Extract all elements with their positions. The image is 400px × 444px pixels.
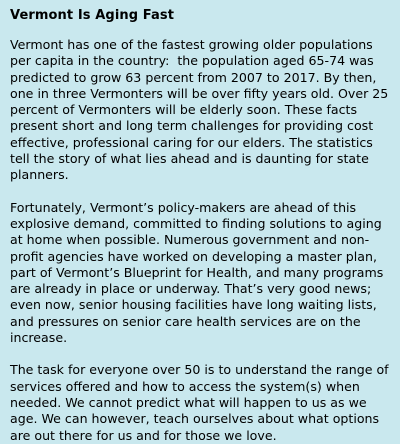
- article-paragraph-3: The task for everyone over 50 is to understand the range of services offered and how to access the system(s) when needed. We cannot predict what will happen to us as we age. We can however, teach ourselves about what options are out there for us and for those we love.: [10, 362, 393, 443]
- article-title: Vermont Is Aging Fast: [10, 8, 175, 23]
- article-paragraph-1: Vermont has one of the fastest growing older populations per capita in the country: the population aged 65-74 was predicted to grow 63 percent from 2007 to 2017. By then, one in three Vermonters will be over fifty years old. Over 25 percent of Vermonters will be elderly soon. These facts present short and long term challenges for providing cost effective, professional caring for our elders. The statistics tell the story of what lies ahead and is daunting for state planners.: [10, 37, 393, 183]
- article-paragraph-2: Fortunately, Vermont’s policy-makers are ahead of this explosive demand, committed to finding solutions to aging at home when possible. Numerous government and non-profit agencies have worked on developing a master plan, part of Vermont’s Blueprint for Health, and many programs are already in place or underway. That’s very good news; even now, senior housing facilities have long waiting lists, and pressures on senior care health services are on the increase.: [10, 199, 388, 346]
